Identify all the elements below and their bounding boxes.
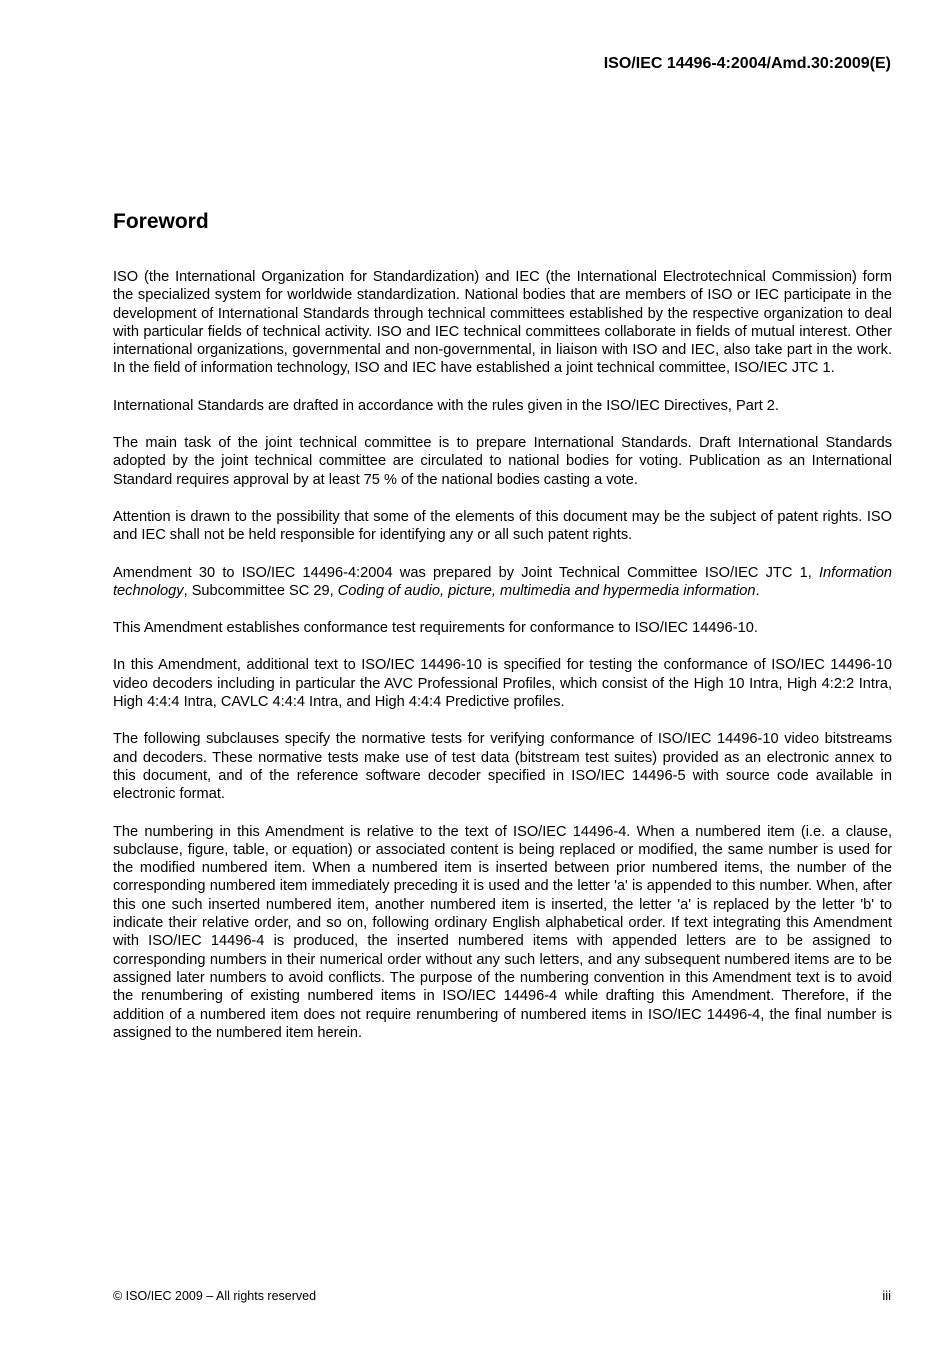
amendment-text-1: Amendment 30 to ISO/IEC 14496-4:2004 was prepared by Joint Technical Committee ISO/IEC JTC 1, bbox=[113, 564, 819, 581]
paragraph-patent-rights: Attention is drawn to the possibility that some of the elements of this document may be the subject of patent rights. ISO and IEC shall not be held responsible for identifying any or all such patent rights. bbox=[113, 508, 892, 544]
foreword-section bbox=[113, 208, 892, 1061]
paragraph-conformance-requirements: This Amendment establishes conformance test requirements for conformance to ISO/IEC 14496-10. bbox=[113, 620, 758, 637]
amendment-italic-1: Information technology bbox=[113, 564, 892, 599]
paragraph-numbering: The numbering in this Amendment is relative to the text of ISO/IEC 14496-4. When a numbered item (i.e. a clause, subclause, figure, table, or equation) or associated content is being replaced or modified, the same number is used for the modified numbered item. When a numbered item is inserted between prior numbered items, the number of the corresponding numbered item immediately preceding it is used and the letter 'a' is appended to this number. When, after this one such inserted numbered item, another numbered item is inserted, the letter 'a' is replaced by the letter 'b' to indicate their relative order, and so on, following ordinary English alphabetical order. If text integrating this Amendment with ISO/IEC 14496-4 is produced, the inserted numbered items with appended letters are to be assigned to corresponding numbers in their numerical order without any such letters, and any subsequent numbered items are to be assigned later numbers to avoid conflicts. The purpose of the numbering convention in this Amendment text is to avoid the renumbering of existing numbered items in ISO/IEC 14496-4 while drafting this Amendment. Therefore, if the addition of a numbered item does not require renumbering of numbered items in ISO/IEC 14496-4, the final number is assigned to the numbered item herein. bbox=[113, 823, 892, 1041]
amendment-italic-2: Coding of audio, picture, multimedia and hypermedia information bbox=[337, 582, 756, 599]
section-title: Foreword bbox=[113, 210, 209, 233]
amendment-text-2: , Subcommittee SC 29, bbox=[183, 582, 338, 599]
amendment-text-3: . bbox=[755, 582, 760, 599]
document-identifier: ISO/IEC 14496-4:2004/Amd.30:2009(E) bbox=[603, 55, 891, 72]
page-number: iii bbox=[882, 1288, 891, 1303]
paragraph-iso-iec-intro: ISO (the International Organization for Standardization) and IEC (the International Electrotechnical Commission) form the specialized system for worldwide standardization. National bodies that are members of ISO or IEC participate in the development of International Standards through technical committees established by the respective organization to deal with particular fields of technical activity. ISO and IEC technical committees collaborate in fields of mutual interest. Other international organizations, governmental and non-governmental, in liaison with ISO and IEC, also take part in the work. In the field of information technology, ISO and IEC have established a joint technical committee, ISO/IEC JTC 1. bbox=[113, 269, 892, 377]
paragraph-directives: International Standards are drafted in accordance with the rules given in the ISO/IEC Directives, Part 2. bbox=[113, 397, 779, 414]
paragraph-additional-text: In this Amendment, additional text to ISO/IEC 14496-10 is specified for testing the conformance of ISO/IEC 14496-10 video decoders including in particular the AVC Professional Profiles, which consist of the High 10 Intra, High 4:2:2 Intra, High 4:4:4 Intra, CAVLC 4:4:4 Intra, and High 4:4:4 Predictive profiles. bbox=[113, 657, 892, 711]
paragraph-amendment-prepared bbox=[113, 564, 892, 601]
copyright-notice: © ISO/IEC 2009 – All rights reserved bbox=[113, 1289, 317, 1303]
paragraph-normative-tests: The following subclauses specify the normative tests for verifying conformance of ISO/IEC 14496-10 video bitstreams and decoders. These normative tests make use of test data (bitstream test suites) provided as an electronic annex to this document, and of the reference software decoder specified in ISO/IEC 14496-5 with source code available in electronic format. bbox=[113, 731, 892, 803]
paragraph-main-task: The main task of the joint technical committee is to prepare International Standards. Draft International Standards adopted by the joint technical committee are circulated to national bodies for voting. Publication as an International Standard requires approval by at least 75 % of the national bodies casting a vote. bbox=[113, 435, 892, 488]
